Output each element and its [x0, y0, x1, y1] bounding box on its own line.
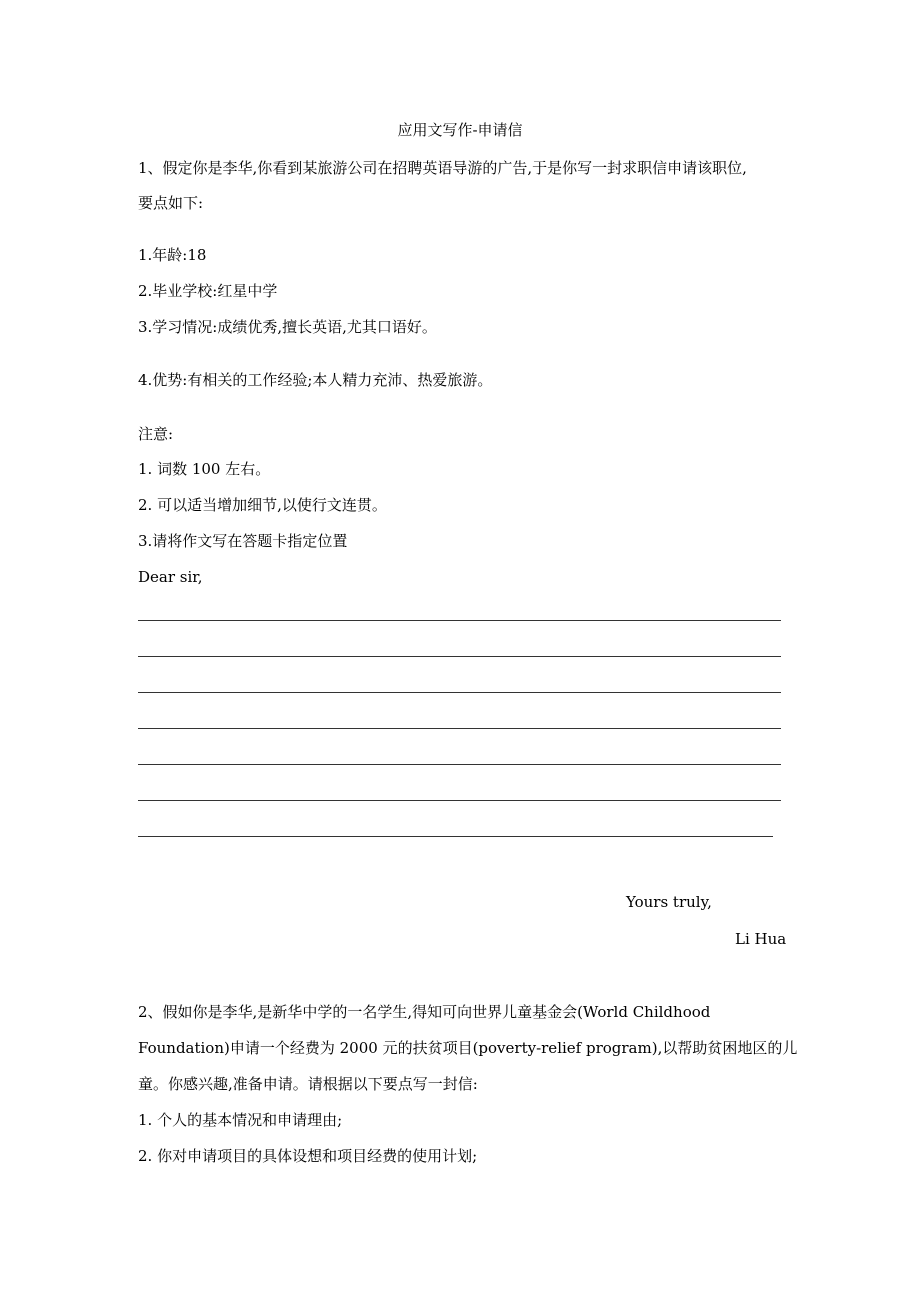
closing: Yours truly, — [626, 893, 712, 911]
q1-point-3: 3.学习情况:成绩优秀,擅长英语,尤其口语好。 — [138, 318, 437, 336]
document-title: 应用文写作-申请信 — [397, 121, 523, 139]
q2-prompt-line-2: Foundation)申请一个经费为 2000 元的扶贫项目(poverty-relief program),以帮助贫困地区的儿 — [138, 1039, 798, 1057]
q1-point-4: 4.优势:有相关的工作经验;本人精力充沛、热爱旅游。 — [138, 371, 493, 389]
answer-line — [138, 836, 773, 837]
q2-prompt-line-3: 童。你感兴趣,准备申请。请根据以下要点写一封信: — [138, 1075, 478, 1093]
answer-line — [138, 656, 781, 657]
signature: Li Hua — [735, 930, 787, 948]
q2-prompt-line-1: 2、假如你是李华,是新华中学的一名学生,得知可向世界儿童基金会(World Childhood — [138, 1003, 711, 1021]
q1-point-1: 1.年龄:18 — [138, 246, 207, 264]
q1-note-1: 1. 词数 100 左右。 — [138, 460, 271, 478]
answer-line — [138, 764, 781, 765]
q2-point-1: 1. 个人的基本情况和申请理由; — [138, 1111, 343, 1129]
q1-note-2: 2. 可以适当增加细节,以使行文连贯。 — [138, 496, 387, 514]
q2-point-2: 2. 你对申请项目的具体设想和项目经费的使用计划; — [138, 1147, 478, 1165]
answer-line — [138, 800, 781, 801]
answer-line — [138, 728, 781, 729]
q1-prompt-line-2: 要点如下: — [138, 194, 204, 212]
q1-notes-heading: 注意: — [138, 425, 174, 443]
salutation: Dear sir, — [138, 568, 203, 586]
q1-prompt-line-1: 1、假定你是李华,你看到某旅游公司在招聘英语导游的广告,于是你写一封求职信申请该职位, — [138, 159, 747, 177]
answer-line — [138, 692, 781, 693]
answer-line — [138, 620, 781, 621]
q1-note-3: 3.请将作文写在答题卡指定位置 — [138, 532, 348, 550]
q1-point-2: 2.毕业学校:红星中学 — [138, 282, 278, 300]
